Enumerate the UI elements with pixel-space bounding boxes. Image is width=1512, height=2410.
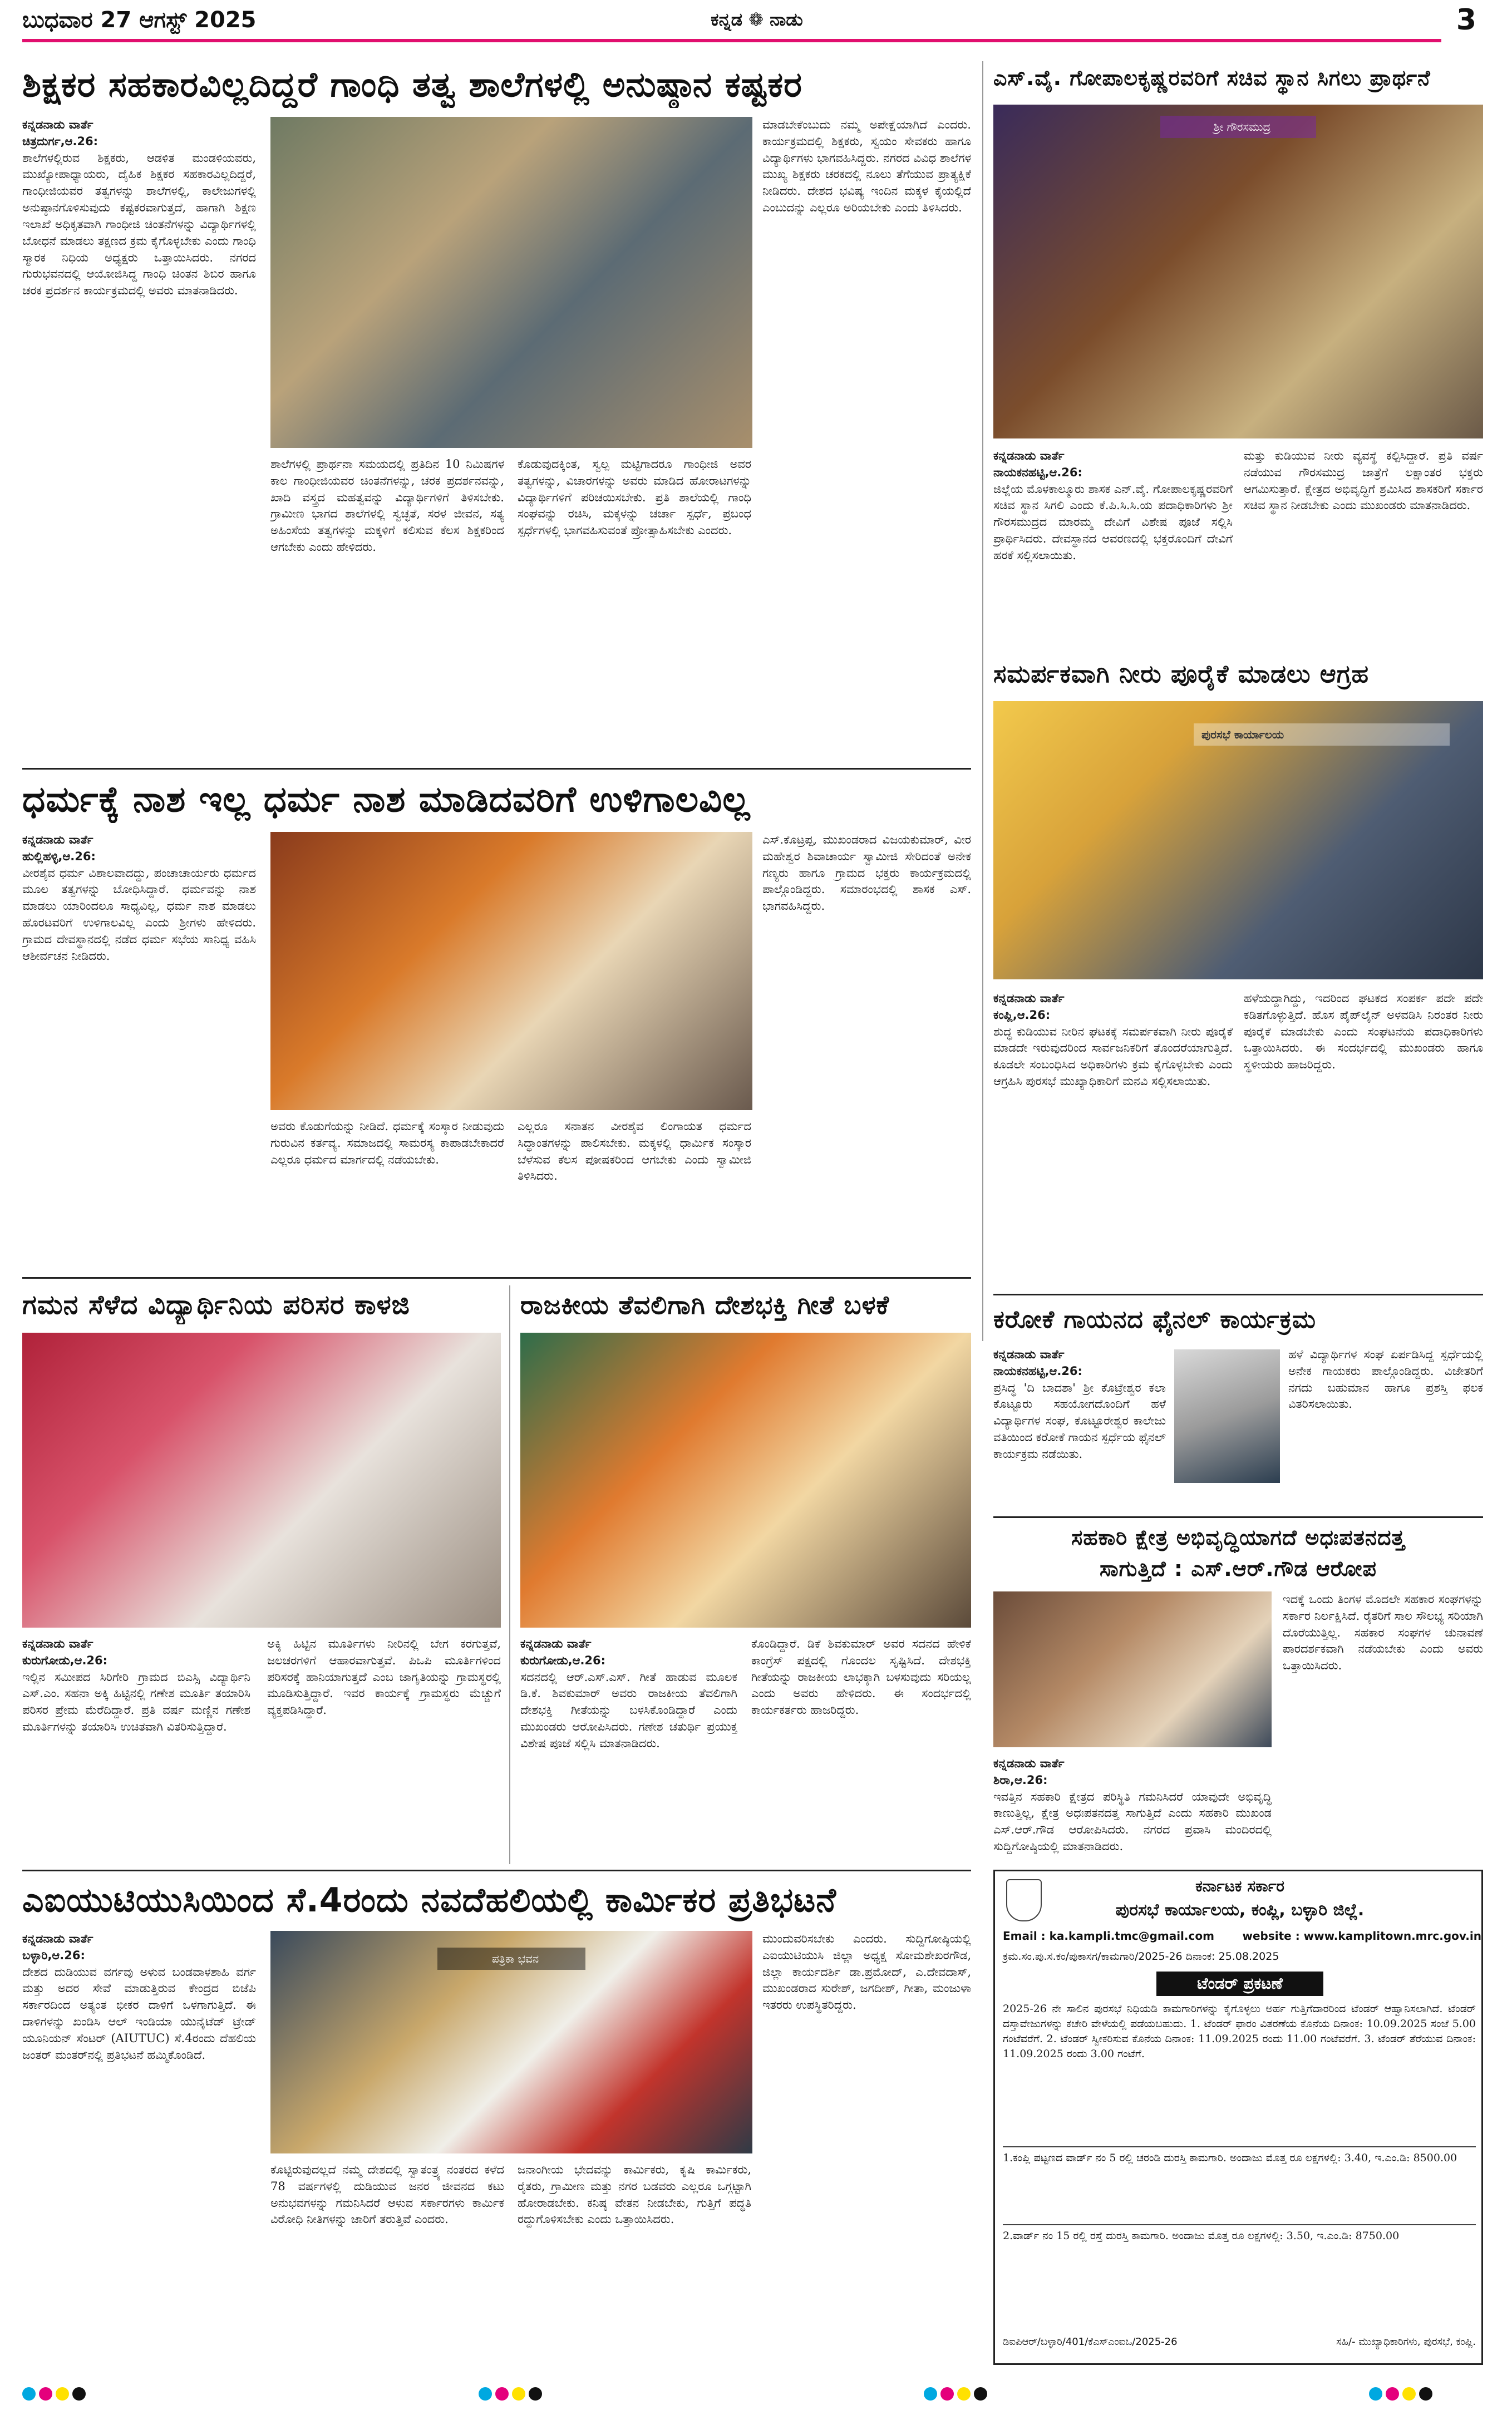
notice-body: 2025-26 ನೇ ಸಾಲಿನ ಪುರಸಭೆ ನಿಧಿಯಡಿ ಕಾಮಗಾರಿಗಳನ್ನು ಕೈಗೊಳ್ಳಲು ಅರ್ಹ ಗುತ್ತಿಗೆದಾರರಿಂದ ಟೆಂಡರ್ ಆಹ್ವಾನಿಸಲಾಗಿದೆ. ಟೆಂಡರ್ ದಸ್ತಾವೇಜುಗಳನ್ನು ಕಚೇರಿ ವೇಳೆಯಲ್ಲಿ ಪಡೆಯಬಹುದು. 1. ಟೆಂಡರ್ ಫಾರಂ ವಿತರಣೆಯ ಕೊನೆಯ ದಿನಾಂಕ: 10.09.2025 ಸಂಜೆ 5.00 ಗಂಟೆವರೆಗೆ. 2. ಟೆಂಡರ್ ಸ್ವೀಕರಿಸುವ ಕೊನೆಯ ದಿನಾಂಕ: 11.09.2025 ರಂದು 11.00 ಗಂಟೆವರೆಗೆ. 3. ಟೆಂಡರ್ ತೆರೆಯುವ ದಿನಾಂಕ: 11.09.2025 ರಂದು 3.00 ಗಂಟೆಗೆ. (1003, 2003, 1476, 2060)
photo-caption: ಶ್ರೀ ಗೌರಸಮುದ್ರ (1160, 116, 1316, 138)
section-rule (993, 1294, 1483, 1295)
magenta-mark (940, 2387, 954, 2401)
photo-temple-worship (993, 105, 1483, 438)
article-column (270, 456, 504, 760)
headline: ಧರ್ಮಕ್ಕೆ ನಾಶ ಇಲ್ಲ ಧರ್ಮ ನಾಶ ಮಾಡಿದವರಿಗೆ ಉಳಿಗಾಲವಿಲ್ಲ (22, 779, 751, 820)
paper-name: ಕನ್ನಡ ❁ ನಾಡು (711, 9, 803, 30)
body-text: ಶುದ್ಧ ಕುಡಿಯುವ ನೀರಿನ ಘಟಕಕ್ಕೆ ಸಮರ್ಪಕವಾಗಿ ನೀರು ಪೂರೈಕೆ ಮಾಡದೇ ಇರುವುದರಿಂದ ಸಾರ್ವಜನಿಕರಿಗೆ ತೊಂದರೆಯಾಗುತ್ತಿದೆ. ಕೂಡಲೇ ಸಂಬಂಧಿಸಿದ ಅಧಿಕಾರಿಗಳು ಕ್ರಮ ಕೈಗೊಳ್ಳಬೇಕು ಎಂದು ಆಗ್ರಹಿಸಿ ಪುರಸಭೆ ಮುಖ್ಯಾಧಿಕಾರಿಗೆ ಮನವಿ ಸಲ್ಲಿಸಲಾಯಿತು. (993, 1024, 1233, 1088)
body-text: ದೇಶದ ದುಡಿಯುವ ವರ್ಗವು ಅಳುವ ಬಂಡವಾಳಶಾಹಿ ವರ್ಗ ಮತ್ತು ಅದರ ಸೇವೆ ಮಾಡುತ್ತಿರುವ ಕೇಂದ್ರದ ಬಿಜೆಪಿ ಸರ್ಕಾರದಿಂದ ಅತ್ಯಂತ ಭೀಕರ ದಾಳಿಗೆ ಒಳಗಾಗುತ್ತಿದೆ. ಈ ದಾಳಿಗಳನ್ನು ಖಂಡಿಸಿ ಆಲ್ ಇಂಡಿಯಾ ಯುನೈಟೆಡ್ ಟ್ರೇಡ್ ಯೂನಿಯನ್ ಸೆಂಟರ್ (AIUTUC) ಸೆ.4ರಂದು ದೆಹಲಿಯ ಜಂತರ್ ಮಂತರ್‌ನಲ್ಲಿ ಪ್ರತಿಭಟನೆ ಹಮ್ಮಿಕೊಂಡಿದೆ. (22, 1965, 256, 2062)
body-text: ಎಲ್ಲರೂ ಸನಾತನ ವೀರಶೈವ ಲಿಂಗಾಯತ ಧರ್ಮದ ಸಿದ್ಧಾಂತಗಳನ್ನು ಪಾಲಿಸಬೇಕು. ಮಕ್ಕಳಲ್ಲಿ ಧಾರ್ಮಿಕ ಸಂಸ್ಕಾರ ಬೆಳೆಸುವ ಕೆಲಸ ಪೋಷಕರಿಂದ ಆಗಬೇಕು ಎಂದು ಸ್ವಾಮೀಜಿ ತಿಳಿಸಿದರು. (518, 1120, 751, 1183)
photo-press-meet (993, 1591, 1272, 1747)
yellow-mark (957, 2387, 971, 2401)
yellow-mark (1402, 2387, 1416, 2401)
headline: ಸಾಗುತ್ತಿದೆ : ಎಸ್.ಆರ್.ಗೌಡ ಆರೋಪ (1100, 1556, 1377, 1581)
byline: ಕನ್ನಡನಾಡು ವಾರ್ತೆ (22, 833, 93, 846)
page-number: 3 (1456, 3, 1477, 37)
photo-ganesha-pooja (520, 1333, 971, 1628)
section-rule (22, 1870, 971, 1871)
notice-title: ಟೆಂಡರ್ ಪ್ರಕಟಣೆ (1156, 1972, 1323, 1996)
dateline: ಬಳ್ಳಾರಿ,ಆ.26: (22, 1948, 85, 1962)
tender-notice (993, 1870, 1483, 2365)
magenta-mark (39, 2387, 52, 2401)
photo-student-idols (22, 1333, 501, 1628)
headline: ಗಮನ ಸೆಳೆದ ವಿದ್ಯಾರ್ಥಿನಿಯ ಪರಿಸರ ಕಾಳಜಿ (22, 1289, 410, 1320)
notice-office: ಪುರಸಭೆ ಕಾರ್ಯಾಲಯ, ಕಂಪ್ಲಿ, ಬಳ್ಳಾರಿ ಜಿಲ್ಲೆ. (1115, 1900, 1365, 1920)
article-minister-prayer (993, 61, 1483, 648)
article-water-supply (993, 657, 1483, 1291)
body-text: ಇದಕ್ಕೆ ಒಂದು ತಿಂಗಳ ಮೊದಲೇ ಸಹಕಾರ ಸಂಘಗಳನ್ನು ಸರ್ಕಾರ ನಿರ್ಲಕ್ಷಿಸಿದೆ. ರೈತರಿಗೆ ಸಾಲ ಸೌಲಭ್ಯ ಸರಿಯಾಗಿ ದೊರೆಯುತ್ತಿಲ್ಲ. ಸಹಕಾರ ಸಂಘಗಳ ಚುನಾವಣೆ ಪಾರದರ್ಶಕವಾಗಿ ನಡೆಯಬೇಕು ಎಂದು ಅವರು ಒತ್ತಾಯಿಸಿದರು. (1283, 1593, 1483, 1673)
black-mark (529, 2387, 542, 2401)
article-column (993, 1756, 1272, 1859)
article-column (1288, 1347, 1483, 1511)
article-column (520, 1636, 737, 1859)
column-divider (509, 1285, 510, 1864)
black-mark (1419, 2387, 1432, 2401)
body-text: ಶಾಲೆಗಳಲ್ಲಿ ಪ್ರಾರ್ಥನಾ ಸಮಯದಲ್ಲಿ ಪ್ರತಿದಿನ 10 ನಿಮಿಷಗಳ ಕಾಲ ಗಾಂಧೀಜಿಯವರ ಚಿಂತನೆಗಳನ್ನು, ಚರಕ ಪ್ರದರ್ಶನವನ್ನು, ಖಾದಿ ವಸ್ತ್ರದ ಮಹತ್ವವನ್ನು ವಿದ್ಯಾರ್ಥಿಗಳಿಗೆ ತಿಳಿಸಬೇಕು. ಗ್ರಾಮೀಣ ಭಾಗದ ಶಾಲೆಗಳಲ್ಲಿ ಸ್ವಚ್ಛತೆ, ಸರಳ ಜೀವನ, ಸತ್ಯ ಅಹಿಂಸೆಯ ತತ್ವಗಳನ್ನು ಮಕ್ಕಳಿಗೆ ಕಲಿಸುವ ಕೆಲಸ ಶಿಕ್ಷಕರಿಂದ ಆಗಬೇಕು ಎಂದು ಹೇಳಿದರು. (270, 457, 504, 554)
article-gandhi (22, 61, 971, 765)
body-text: ಹಳೆ ವಿದ್ಯಾರ್ಥಿಗಳ ಸಂಘ ಏರ್ಪಡಿಸಿದ್ದ ಸ್ಪರ್ಧೆಯಲ್ಲಿ ಅನೇಕ ಗಾಯಕರು ಪಾಲ್ಗೊಂಡಿದ್ದರು. ವಿಜೇತರಿಗೆ ನಗದು ಬಹುಮಾನ ಹಾಗೂ ಪ್ರಶಸ್ತಿ ಫಲಕ ವಿತರಿಸಲಾಯಿತು. (1288, 1348, 1483, 1411)
article-column (993, 990, 1233, 1285)
body-text: ಮತ್ತು ಕುಡಿಯುವ ನೀರು ವ್ಯವಸ್ಥೆ ಕಲ್ಪಿಸಿದ್ದಾರೆ. ಪ್ರತಿ ವರ್ಷ ನಡೆಯುವ ಗೌರಸಮುದ್ರ ಜಾತ್ರೆಗೆ ಲಕ್ಷಾಂತರ ಭಕ್ತರು ಆಗಮಿಸುತ್ತಾರೆ. ಕ್ಷೇತ್ರದ ಅಭಿವೃದ್ಧಿಗೆ ಶ್ರಮಿಸಿದ ಶಾಸಕರಿಗೆ ಸರ್ಕಾರ ಸಚಿವ ಸ್ಥಾನ ನೀಡಬೇಕು ಎಂದು ಮುಖಂಡರು ಮಾತನಾಡಿದರು. (1244, 449, 1483, 512)
article-column (22, 1931, 256, 2365)
article-column (518, 1118, 751, 1266)
article-dharma (22, 776, 971, 1271)
issue-date: ಬುಧವಾರ 27 ಆಗಸ್ಟ್ 2025 (22, 7, 257, 33)
headline: ಶಿಕ್ಷಕರ ಸಹಕಾರವಿಲ್ಲದಿದ್ದರೆ ಗಾಂಧಿ ತತ್ವ ಶಾಲೆಗಳಲ್ಲಿ ಅನುಷ್ಠಾನ ಕಷ್ಟಕರ (22, 64, 802, 105)
byline: ಕನ್ನಡನಾಡು ವಾರ್ತೆ (22, 1637, 93, 1650)
article-aiutuc-protest (22, 1878, 971, 2368)
notice-email: Email : ka.kampli.tmc@gmail.com (1003, 1929, 1214, 1943)
registration-marks (924, 2387, 1041, 2402)
byline: ಕನ್ನಡನಾಡು ವಾರ್ತೆ (22, 118, 93, 131)
body-text: ಕೊಟ್ಟಿರುವುದಲ್ಲದೆ ನಮ್ಮ ದೇಶದಲ್ಲಿ ಸ್ವಾತಂತ್ರ್ಯ ನಂತರದ ಕಳೆದ 78 ವರ್ಷಗಳಲ್ಲಿ ದುಡಿಯುವ ಜನರ ಜೀವನದ ಕಟು ಅನುಭವಗಳನ್ನು ಗಮನಿಸಿದರೆ ಆಳುವ ಸರ್ಕಾರಗಳು ಕಾರ್ಮಿಕ ವಿರೋಧಿ ನೀತಿಗಳನ್ನು ಜಾರಿಗೆ ತರುತ್ತಿವೆ ಎಂದರು. (270, 2163, 504, 2226)
article-column (993, 1347, 1166, 1511)
byline: ಕನ್ನಡನಾಡು ವಾರ್ತೆ (993, 1757, 1065, 1770)
byline: ಕನ್ನಡನಾಡು ವಾರ್ತೆ (993, 992, 1065, 1005)
dateline: ಹುಲ್ಲಿಹಳ್ಳಿ,ಆ.26: (22, 849, 96, 863)
section-rule (22, 768, 971, 770)
dateline: ಕಂಪ್ಲಿ,ಆ.26: (993, 1008, 1051, 1022)
headline: ಎಸ್.ವೈ. ಗೋಪಾಲಕೃಷ್ಣರವರಿಗೆ ಸಚಿವ ಸ್ಥಾನ ಸಿಗಲು ಪ್ರಾರ್ಥನೆ (993, 66, 1431, 90)
section-rule (993, 1516, 1483, 1518)
registration-marks (22, 2387, 139, 2402)
article-column (267, 1636, 501, 1859)
photo-poster-release (270, 1931, 752, 2153)
body-text: ಅಕ್ಕಿ ಹಿಟ್ಟಿನ ಮೂರ್ತಿಗಳು ನೀರಿನಲ್ಲಿ ಬೇಗ ಕರಗುತ್ತವೆ, ಜಲಚರಗಳಿಗೆ ಆಹಾರವಾಗುತ್ತವೆ. ಪಿಒಪಿ ಮೂರ್ತಿಗಳಿಂದ ಪರಿಸರಕ್ಕೆ ಹಾನಿಯಾಗುತ್ತದೆ ಎಂಬ ಜಾಗೃತಿಯನ್ನು ಗ್ರಾಮಸ್ಥರಲ್ಲಿ ಮೂಡಿಸುತ್ತಿದ್ದಾರೆ. ಇವರ ಕಾರ್ಯಕ್ಕೆ ಗ್ರಾಮಸ್ಥರು ಮೆಚ್ಚುಗೆ ವ್ಯಕ್ತಪಡಿಸಿದ್ದಾರೆ. (267, 1637, 501, 1717)
article-patriotic-song (520, 1285, 971, 1864)
headline: ಕರೋಕೆ ಗಾಯನದ ಫೈನಲ್ ಕಾರ್ಯಕ್ರಮ (993, 1305, 1316, 1334)
body-text: ಮುಂದುವರಿಸಬೇಕು ಎಂದರು. ಸುದ್ದಿಗೋಷ್ಠಿಯಲ್ಲಿ ಎಐಯುಟಿಯುಸಿ ಜಿಲ್ಲಾ ಅಧ್ಯಕ್ಷ ಸೋಮಶೇಖರಗೌಡ, ಜಿಲ್ಲಾ ಕಾರ್ಯದರ್ಶಿ ಡಾ.ಪ್ರಮೋದ್, ಎ.ದೇವದಾಸ್, ಮುಖಂಡರಾದ ಸುರೇಶ್, ಜಗದೀಶ್, ಗೀತಾ, ಮಂಜುಳಾ ಇತರರು ಉಪಸ್ಥಿತರಿದ್ದರು. (762, 1932, 971, 2012)
notice-website: website : www.kamplitown.mrc.gov.in (1242, 1929, 1481, 1943)
dateline: ಚಿತ್ರದುರ್ಗ,ಆ.26: (22, 134, 98, 148)
photo-caption: ಪುರಸಭೆ ಕಾರ್ಯಾಲಯ (1194, 723, 1450, 746)
yellow-mark (56, 2387, 69, 2401)
notice-work-item: 2.ವಾರ್ಡ್ ನಂ 15 ರಲ್ಲಿ ರಸ್ತೆ ದುರಸ್ತಿ ಕಾಮಗಾರಿ. ಅಂದಾಜು ಮೊತ್ತ ರೂ ಲಕ್ಷಗಳಲ್ಲಿ: 3.50, ಇ.ಎಂ.ಡಿ: 8750.00 (1003, 2224, 1476, 2296)
article-column (1244, 448, 1483, 640)
headline: ಸಹಕಾರಿ ಕ್ಷೇತ್ರ ಅಭಿವೃದ್ಧಿಯಾಗದೆ ಅಧಃಪತನದತ್ತ (1071, 1525, 1405, 1550)
dateline: ಕುರುಗೋಡು,ಆ.26: (520, 1653, 606, 1667)
article-karaoke (993, 1302, 1483, 1514)
cyan-mark (924, 2387, 937, 2401)
notice-footer-ref: ಡಿಐಪಿಆರ್/ಬಳ್ಳಾರಿ/401/ಕೆಎಸ್‌ಎಂಐಒ/2025-26 (1003, 2336, 1178, 2348)
notice-header: ಕರ್ನಾಟಕ ಸರ್ಕಾರ (1195, 1877, 1284, 1895)
article-column (270, 2162, 504, 2365)
photo-singer (1174, 1349, 1280, 1483)
registration-marks (1369, 2387, 1486, 2402)
article-column (518, 2162, 751, 2365)
article-column (22, 832, 256, 1266)
notice-work-item: 1.ಕಂಪ್ಲಿ ಪಟ್ಟಣದ ವಾರ್ಡ್ ನಂ 5 ರಲ್ಲಿ ಚರಂಡಿ ದುರಸ್ತಿ ಕಾಮಗಾರಿ. ಅಂದಾಜು ಮೊತ್ತ ರೂ ಲಕ್ಷಗಳಲ್ಲಿ: 3.40, ಇ.ಎಂ.ಡಿ: 8500.00 (1003, 2146, 1476, 2219)
black-mark (974, 2387, 987, 2401)
article-column (1283, 1591, 1483, 1859)
article-column (22, 1636, 250, 1859)
body-text: ಮಾಡಬೇಕೆಂಬುದು ನಮ್ಮ ಅಪೇಕ್ಷೆಯಾಗಿದೆ ಎಂದರು. ಕಾರ್ಯಕ್ರಮದಲ್ಲಿ ಶಿಕ್ಷಕರು, ಸ್ವಯಂ ಸೇವಕರು ಹಾಗೂ ವಿದ್ಯಾರ್ಥಿಗಳು ಭಾಗವಹಿಸಿದ್ದರು. ನಗರದ ವಿವಿಧ ಶಾಲೆಗಳ ಮುಖ್ಯ ಶಿಕ್ಷಕರು ಚರಕದಲ್ಲಿ ನೂಲು ತೆಗೆಯುವ ಪ್ರಾತ್ಯಕ್ಷಿಕೆ ನೀಡಿದರು. ದೇಶದ ಭವಿಷ್ಯ ಇಂದಿನ ಮಕ್ಕಳ ಕೈಯಲ್ಲಿದೆ ಎಂಬುದನ್ನು ಎಲ್ಲರೂ ಅರಿಯಬೇಕು ಎಂದು ತಿಳಿಸಿದರು. (762, 118, 971, 215)
byline: ಕನ್ನಡನಾಡು ವಾರ್ತೆ (22, 1932, 93, 1945)
cyan-mark (479, 2387, 492, 2401)
yellow-mark (512, 2387, 525, 2401)
dateline: ಕುರುಗೋಡು,ಆ.26: (22, 1653, 108, 1667)
registration-marks (479, 2387, 595, 2402)
dateline: ನಾಯಕನಹಟ್ಟಿ,ಆ.26: (993, 465, 1082, 479)
notice-reference: ಕ್ರಮ.ಸಂ.ಪು.ಸ.ಕಂ/ಪುಕಾಸಗ/ಕಾಮಗಾರಿ/2025-26 ದಿನಾಂಕ: 25.08.2025 (1003, 1950, 1279, 1963)
masthead-rule (22, 39, 1441, 42)
body-text: ಎಸ್.ಕೊಟ್ರಪ್ಪ, ಮುಖಂಡರಾದ ವಿಜಯಕುಮಾರ್, ವೀರ ಮಹೇಶ್ವರ ಶಿವಾಚಾರ್ಯ ಸ್ವಾಮೀಜಿ ಸೇರಿದಂತೆ ಅನೇಕ ಗಣ್ಯರು ಹಾಗೂ ಗ್ರಾಮದ ಭಕ್ತರು ಕಾರ್ಯಕ್ರಮದಲ್ಲಿ ಪಾಲ್ಗೊಂಡಿದ್ದರು. ಸಮಾರಂಭದಲ್ಲಿ ಶಾಸಕ ಎಸ್. ಭಾಗವಹಿಸಿದ್ದರು. (762, 833, 971, 913)
article-eco-ganesha (22, 1285, 501, 1864)
body-text: ಅವರು ಕೊಡುಗೆಯನ್ನು ನೀಡಿದೆ. ಧರ್ಮಕ್ಕೆ ಸಂಸ್ಕಾರ ನೀಡುವುದು ಗುರುವಿನ ಕರ್ತವ್ಯ. ಸಮಾಜದಲ್ಲಿ ಸಾಮರಸ್ಯ ಕಾಪಾಡಬೇಕಾದರೆ ಎಲ್ಲರೂ ಧರ್ಮದ ಮಾರ್ಗದಲ್ಲಿ ನಡೆಯಬೇಕು. (270, 1120, 504, 1166)
article-column (762, 1931, 971, 2365)
article-cooperative (993, 1522, 1483, 1861)
byline: ಕನ್ನಡನಾಡು ವಾರ್ತೆ (993, 449, 1065, 462)
byline: ಕನ್ನಡನಾಡು ವಾರ್ತೆ (520, 1637, 592, 1650)
byline: ಕನ್ನಡನಾಡು ವಾರ್ತೆ (993, 1348, 1065, 1361)
cyan-mark (22, 2387, 36, 2401)
dateline: ನಾಯಕನಹಟ್ಟಿ,ಆ.26: (993, 1364, 1082, 1378)
dateline: ಶಿರಾ,ಆ.26: (993, 1773, 1048, 1787)
black-mark (72, 2387, 86, 2401)
section-rule (22, 1277, 971, 1279)
body-text: ಪ್ರಸಿದ್ಧ 'ದಿ ಬಾದಶಾ' ಶ್ರೀ ಕೊಟ್ರೇಶ್ವರ ಕಲಾ ಕೊಟ್ಟೂರು ಸಹಯೋಗದೊಂದಿಗೆ ಹಳೆ ವಿದ್ಯಾರ್ಥಿಗಳ ಸಂಘ, ಕೊಟ್ಟೂರೇಶ್ವರ ಕಾಲೇಜು ವತಿಯಿಂದ ಕರೋಕೆ ಗಾಯನ ಸ್ಪರ್ಧೆಯ ಫೈನಲ್ ಕಾರ್ಯಕ್ರಮ ನಡೆಯಿತು. (993, 1381, 1166, 1461)
article-column (270, 1118, 504, 1266)
body-text: ಹಳೆಯದ್ದಾಗಿದ್ದು, ಇದರಿಂದ ಘಟಕದ ಸಂಪರ್ಕ ಪದೇ ಪದೇ ಕಡಿತಗೊಳ್ಳುತ್ತಿದೆ. ಹೊಸ ಪೈಪ್‌ಲೈನ್ ಅಳವಡಿಸಿ ನಿರಂತರ ನೀರು ಪೂರೈಕೆ ಮಾಡಬೇಕು ಎಂದು ಸಂಘಟನೆಯ ಪದಾಧಿಕಾರಿಗಳು ಒತ್ತಾಯಿಸಿದರು. ಈ ಸಂದರ್ಭದಲ್ಲಿ ಮುಖಂಡರು ಹಾಗೂ ಸ್ಥಳೀಯರು ಹಾಜರಿದ್ದರು. (1244, 992, 1483, 1072)
notice-signature: ಸಹಿ/- ಮುಖ್ಯಾಧಿಕಾರಿಗಳು, ಪುರಸಭೆ, ಕಂಪ್ಲಿ. (1336, 2336, 1476, 2348)
magenta-mark (495, 2387, 509, 2401)
article-column (993, 448, 1233, 640)
photo-memorandum (993, 701, 1483, 979)
body-text: ಕೊಂಡಿದ್ದಾರೆ. ಡಿಕೆ ಶಿವಕುಮಾರ್ ಅವರ ಸದನದ ಹೇಳಿಕೆ ಕಾಂಗ್ರೆಸ್ ಪಕ್ಷದಲ್ಲಿ ಗೊಂದಲ ಸೃಷ್ಟಿಸಿದೆ. ದೇಶಭಕ್ತಿ ಗೀತೆಯನ್ನು ರಾಜಕೀಯ ಲಾಭಕ್ಕಾಗಿ ಬಳಸುವುದು ಸರಿಯಲ್ಲ ಎಂದು ಅವರು ಹೇಳಿದರು. ಈ ಸಂದರ್ಭದಲ್ಲಿ ಕಾರ್ಯಕರ್ತರು ಹಾಜರಿದ್ದರು. (751, 1637, 971, 1717)
column-divider (982, 61, 983, 1341)
photo-charkha-event (270, 117, 752, 448)
headline: ಸಮರ್ಪಕವಾಗಿ ನೀರು ಪೂರೈಕೆ ಮಾಡಲು ಆಗ್ರಹ (993, 660, 1369, 688)
headline: ರಾಜಕೀಯ ತೆವಲಿಗಾಗಿ ದೇಶಭಕ್ತಿ ಗೀತೆ ಬಳಕೆ (520, 1290, 890, 1320)
headline: ಎಐಯುಟಿಯುಸಿಯಿಂದ ಸೆ.4ರಂದು ನವದೆಹಲಿಯಲ್ಲಿ ಕಾರ್ಮಿಕರ ಪ್ರತಿಭಟನೆ (22, 1881, 836, 1920)
article-column (751, 1636, 971, 1859)
article-column (518, 456, 751, 760)
article-column (762, 117, 971, 760)
body-text: ಇಲ್ಲಿನ ಸಮೀಪದ ಸಿರಿಗೇರಿ ಗ್ರಾಮದ ಬಿಎಸ್ಸಿ ವಿದ್ಯಾರ್ಥಿನಿ ಎಸ್.ಎಂ. ಸಹನಾ ಅಕ್ಕಿ ಹಿಟ್ಟಿನಲ್ಲಿ ಗಣೇಶ ಮೂರ್ತಿ ತಯಾರಿಸಿ ಪರಿಸರ ಪ್ರೇಮ ಮೆರೆದಿದ್ದಾರೆ. ಪ್ರತಿ ವರ್ಷ ಮಣ್ಣಿನ ಗಣೇಶ ಮೂರ್ತಿಗಳನ್ನು ತಯಾರಿಸಿ ಉಚಿತವಾಗಿ ವಿತರಿಸುತ್ತಿದ್ದಾರೆ. (22, 1670, 250, 1734)
body-text: ಜಿಲ್ಲೆಯ ಮೊಳಕಾಲ್ಮೂರು ಶಾಸಕ ಎನ್.ವೈ. ಗೋಪಾಲಕೃಷ್ಣರವರಿಗೆ ಸಚಿವ ಸ್ಥಾನ ಸಿಗಲಿ ಎಂದು ಕೆ.ಪಿ.ಸಿ.ಸಿ.ಯ ಪದಾಧಿಕಾರಿಗಳು ಶ್ರೀ ಗೌರಸಮುದ್ರದ ಮಾರಮ್ಮ ದೇವಿಗೆ ವಿಶೇಷ ಪೂಜೆ ಸಲ್ಲಿಸಿ ಪ್ರಾರ್ಥಿಸಿದರು. ದೇವಸ್ಥಾನದ ಆವರಣದಲ್ಲಿ ಭಕ್ತರೊಂದಿಗೆ ದೇವಿಗೆ ಹರಕೆ ಸಲ್ಲಿಸಲಾಯಿತು. (993, 482, 1233, 562)
magenta-mark (1386, 2387, 1399, 2401)
body-text: ಜನಾಂಗೀಯ ಭೇದವನ್ನು ಕಾರ್ಮಿಕರು, ಕೃಷಿ ಕಾರ್ಮಿಕರು, ರೈತರು, ಗ್ರಾಮೀಣ ಮತ್ತು ನಗರ ಬಡವರು ಎಲ್ಲರೂ ಒಗ್ಗಟ್ಟಾಗಿ ಹೋರಾಡಬೇಕು. ಕನಿಷ್ಠ ವೇತನ ನೀಡಬೇಕು, ಗುತ್ತಿಗೆ ಪದ್ಧತಿ ರದ್ದುಗೊಳಿಸಬೇಕು ಎಂದು ಒತ್ತಾಯಿಸಿದರು. (518, 2163, 751, 2226)
body-text: ಸದನದಲ್ಲಿ ಆರ್.ಎಸ್.ಎಸ್. ಗೀತೆ ಹಾಡುವ ಮೂಲಕ ಡಿ.ಕೆ. ಶಿವಕುಮಾರ್ ಅವರು ರಾಜಕೀಯ ತೆವಲಿಗಾಗಿ ದೇಶಭಕ್ತಿ ಗೀತೆಯನ್ನು ಬಳಸಿಕೊಂಡಿದ್ದಾರೆ ಎಂದು ಮುಖಂಡರು ಆರೋಪಿಸಿದರು. ಗಣೇಶ ಚತುರ್ಥಿ ಪ್ರಯುಕ್ತ ವಿಶೇಷ ಪೂಜೆ ಸಲ್ಲಿಸಿ ಮಾತನಾಡಿದರು. (520, 1670, 737, 1750)
body-text: ಶಾಲೆಗಳಲ್ಲಿರುವ ಶಿಕ್ಷಕರು, ಆಡಳಿತ ಮಂಡಳಿಯವರು, ಮುಖ್ಯೋಪಾಧ್ಯಾಯರು, ದೈಹಿಕ ಶಿಕ್ಷಕರ ಸಹಕಾರವಿಲ್ಲದಿದ್ದರೆ, ಗಾಂಧೀಜಿಯವರ ತತ್ವಗಳನ್ನು ಶಾಲೆಗಳಲ್ಲಿ, ಕಾಲೇಜುಗಳಲ್ಲಿ ಅನುಷ್ಠಾನಗೊಳಿಸುವುದು ಕಷ್ಟಕರವಾಗುತ್ತದೆ, ಹಾಗಾಗಿ ಶಿಕ್ಷಣ ಇಲಾಖೆ ಅಧಿಕೃತವಾಗಿ ಗಾಂಧೀಜಿ ಚಿಂತನೆಗಳನ್ನು ವಿದ್ಯಾರ್ಥಿಗಳಲ್ಲಿ ಬೋಧನೆ ಮಾಡಲು ತಕ್ಷಣದ ಕ್ರಮ ಕೈಗೊಳ್ಳಬೇಕು ಎಂದು ಗಾಂಧಿ ಸ್ಮಾರಕ ನಿಧಿಯ ಅಧ್ಯಕ್ಷರು ಒತ್ತಾಯಿಸಿದರು. ನಗರದ ಗುರುಭವನದಲ್ಲಿ ಆಯೋಜಿಸಿದ್ದ ಗಾಂಧಿ ಚಿಂತನ ಶಿಬಿರ ಹಾಗೂ ಚರಕ ಪ್ರದರ್ಶನ ಕಾರ್ಯಕ್ರಮದಲ್ಲಿ ಅವರು ಮಾತನಾಡಿದರು. (22, 151, 256, 298)
photo-swamiji (270, 832, 752, 1110)
cyan-mark (1369, 2387, 1382, 2401)
photo-caption: ಪತ್ರಿಕಾ ಭವನ (437, 1948, 585, 1970)
article-column (1244, 990, 1483, 1285)
article-column (22, 117, 256, 760)
body-text: ಕೊಡುವುದಕ್ಕಿಂತ, ಸ್ವಲ್ಪ ಮಟ್ಟಿಗಾದರೂ ಗಾಂಧೀಜಿ ಅವರ ತತ್ವಗಳನ್ನು, ವಿಚಾರಗಳನ್ನು ಅವರು ಮಾಡಿದ ಹೋರಾಟಗಳನ್ನು ವಿದ್ಯಾರ್ಥಿಗಳಿಗೆ ಪರಿಚಯಿಸಬೇಕು. ಪ್ರತಿ ಶಾಲೆಯಲ್ಲಿ ಗಾಂಧಿ ಸಂಘವನ್ನು ರಚಿಸಿ, ಮಕ್ಕಳನ್ನು ಚರ್ಚಾ ಸ್ಪರ್ಧೆ, ಪ್ರಬಂಧ ಸ್ಪರ್ಧೆಗಳಲ್ಲಿ ಭಾಗವಹಿಸುವಂತೆ ಪ್ರೋತ್ಸಾಹಿಸಬೇಕು ಎಂದರು. (518, 457, 751, 538)
article-column (762, 832, 971, 1266)
body-text: ಇವತ್ತಿನ ಸಹಕಾರಿ ಕ್ಷೇತ್ರದ ಪರಿಸ್ಥಿತಿ ಗಮನಿಸಿದರೆ ಯಾವುದೇ ಅಭಿವೃದ್ಧಿ ಕಾಣುತ್ತಿಲ್ಲ, ಕ್ಷೇತ್ರ ಅಧಃಪತನದತ್ತ ಸಾಗುತ್ತಿದೆ ಎಂದು ಸಹಕಾರಿ ಮುಖಂಡ ಎಸ್.ಆರ್.ಗೌಡ ಆರೋಪಿಸಿದರು. ನಗರದ ಪ್ರವಾಸಿ ಮಂದಿರದಲ್ಲಿ ಸುದ್ದಿಗೋಷ್ಠಿಯಲ್ಲಿ ಮಾತನಾಡಿದರು. (993, 1790, 1272, 1854)
masthead (0, 0, 1512, 56)
body-text: ವೀರಶೈವ ಧರ್ಮ ವಿಶಾಲವಾದದ್ದು, ಪಂಚಾಚಾರ್ಯರು ಧರ್ಮದ ಮೂಲ ತತ್ವಗಳನ್ನು ಬೋಧಿಸಿದ್ದಾರೆ. ಧರ್ಮವನ್ನು ನಾಶ ಮಾಡಲು ಯಾರಿಂದಲೂ ಸಾಧ್ಯವಿಲ್ಲ, ಧರ್ಮ ನಾಶ ಮಾಡಲು ಹೊರಟವರಿಗೆ ಉಳಿಗಾಲವಿಲ್ಲ ಎಂದು ಶ್ರೀಗಳು ಹೇಳಿದರು. ಗ್ರಾಮದ ದೇವಸ್ಥಾನದಲ್ಲಿ ನಡೆದ ಧರ್ಮ ಸಭೆಯ ಸಾನಿಧ್ಯ ವಹಿಸಿ ಆಶೀರ್ವಚನ ನೀಡಿದರು. (22, 866, 256, 963)
